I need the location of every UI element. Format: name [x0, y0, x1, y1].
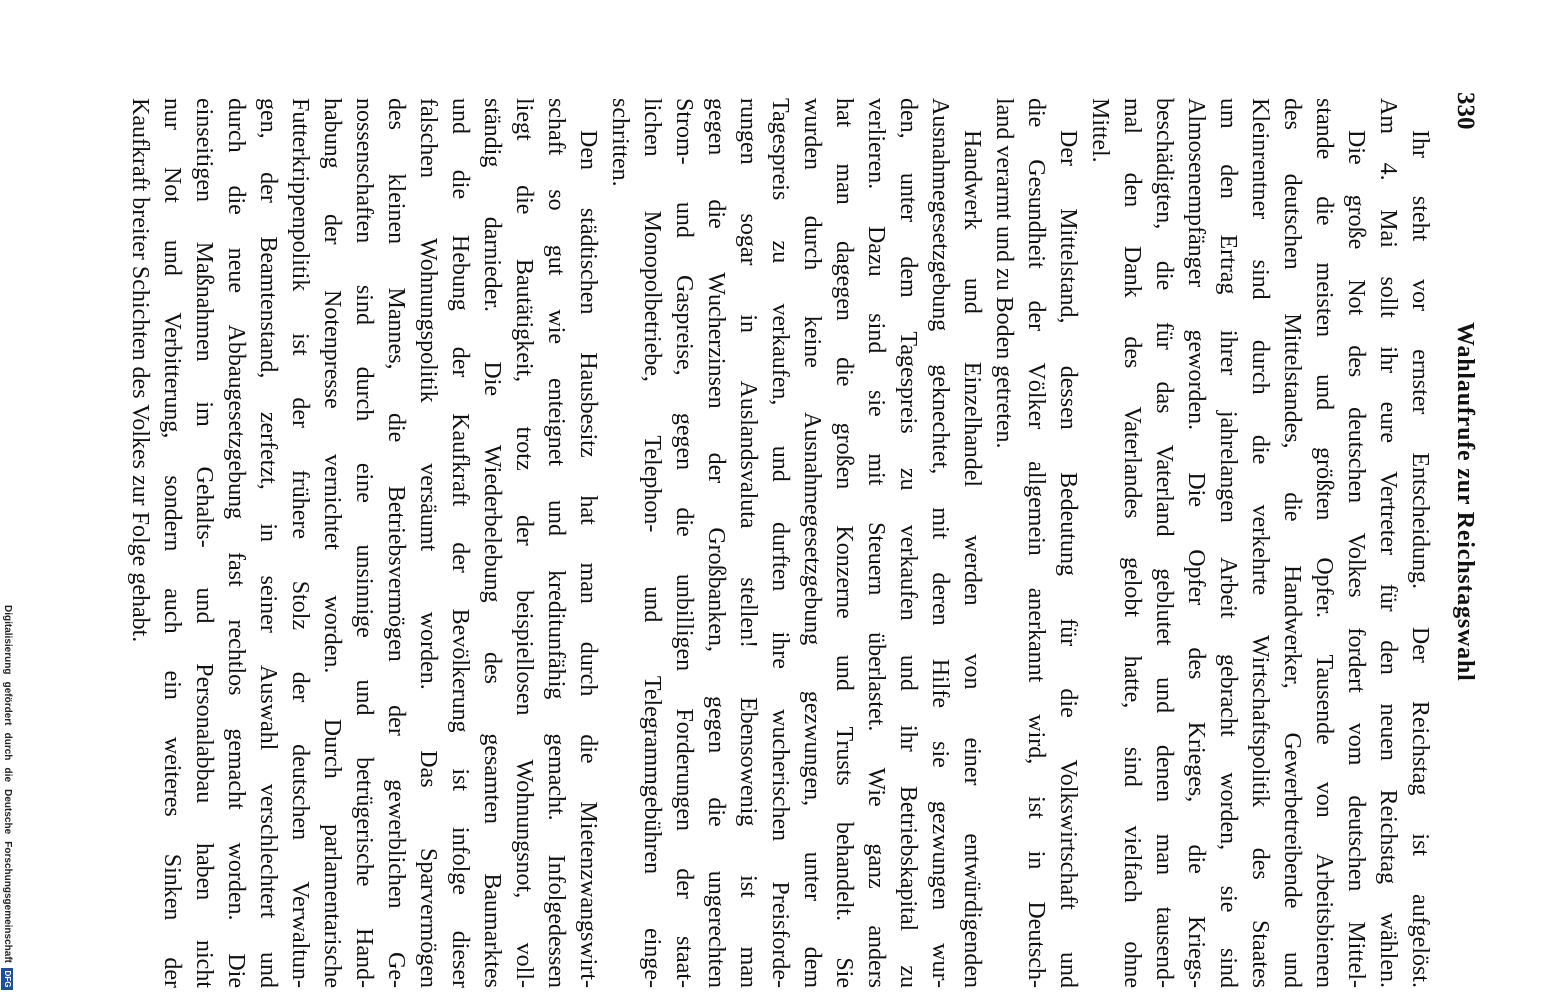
text-line: rungen sogar in Auslandsvaluta stellen! Ebensowenig ist man [735, 98, 761, 988]
paragraph [124, 98, 604, 988]
text-line: Am 4. Mai sollt ihr eure Vertreter für den neuen Reichstag wählen. [1375, 98, 1401, 988]
text-line: wurden durch keine Ausnahmegesetzgebung gezwungen, unter dem [799, 98, 825, 988]
text-line: um den Ertrag ihrer jahrelangen Arbeit gebracht worden, sie sind [1215, 98, 1241, 988]
text-line: Ausnahmegesetzgebung geknechtet, mit deren Hilfe sie gezwungen wur- [927, 98, 953, 988]
text-line: hat man dagegen die großen Konzerne und Trusts behandelt. Sie [831, 98, 857, 988]
text-line: Almosenempfänger geworden. Die Opfer des Krieges, die Kriegs- [1183, 98, 1209, 988]
text-line: Die große Not des deutschen Volkes fordert vom deutschen Mittel- [1343, 130, 1369, 988]
text-line: Handwerk und Einzelhandel werden von einer entwürdigenden [959, 130, 985, 988]
text-line: land verarmt und zu Boden getreten. [991, 98, 1017, 449]
dfg-logo: DFG [1, 968, 13, 990]
text-line: Mittel. [1087, 98, 1113, 163]
text-line: gen, der Beamtenstand, zerfetzt, in seiner Auswahl verschlechtert und [255, 98, 281, 988]
text-line: einseitigen Maßnahmen im Gehalts- und Personalabbau haben nicht [191, 98, 217, 988]
text-line: beschädigten, die für das Vaterland geblutet und denen man tausend- [1151, 98, 1177, 988]
text-line: Tagespreis zu verkaufen, und durften ihre wucherischen Preisforde- [767, 98, 793, 988]
text-line: verlieren. Dazu sind sie mit Steuern überlastet. Wie ganz anders [863, 98, 889, 988]
paragraph [1084, 98, 1372, 988]
text-line: durch die neue Abbaugesetzgebung fast rechtlos gemacht worden. Die [223, 98, 249, 988]
text-line: nur Not und Verbitterung, sondern auch ein weiteres Sinken der [159, 98, 185, 988]
text-line: des kleinen Mannes, die Betriebsvermögen der gewerblichen Ge- [383, 98, 409, 988]
text-line: Futterkrippenpolitik ist der frühere Stolz der deutschen Verwaltun- [287, 98, 313, 988]
text-line: Ihr steht vor ernster Entscheidung. Der Reichstag ist aufgelöst. [1407, 130, 1433, 988]
text-line: liegt die Bautätigkeit, trotz der beispiellosen Wohnungsnot, voll- [511, 98, 537, 988]
text-line: Kaufkraft breiter Schichten des Volkes zur Folge gehabt. [127, 98, 153, 643]
text-line: Der Mittelstand, dessen Bedeutung für die Volkswirtschaft und [1055, 130, 1081, 988]
text-line: den, unter dem Tagespreis zu verkaufen und ihr Betriebskapital zu [895, 98, 921, 988]
paragraph [604, 98, 988, 988]
text-line: mal den Dank des Vaterlandes gelobt hatte, sind vielfach ohne [1119, 98, 1145, 988]
text-line: schritten. [607, 98, 633, 187]
text-line: falschen Wohnungspolitik versäumt worden. Das Sparvermögen [415, 98, 441, 988]
text-line: lichen Monopolbetriebe, Telephon- und Telegrammgebühren einge- [639, 98, 665, 988]
text-line: des deutschen Mittelstandes, die Handwerker, Gewerbetreibende und [1279, 98, 1305, 988]
paragraph [988, 98, 1084, 988]
body-text [124, 98, 1436, 988]
text-line: ständig darnieder. Die Wiederbelebung des gesamten Baumarktes [479, 98, 505, 988]
text-line: stande die meisten und größten Opfer. Tausende von Arbeitsbienen [1311, 98, 1337, 988]
digitization-credit: Digitalisierung gefördert durch die Deutsche Forschungsgemeinschaft [2, 605, 13, 963]
page-number: 330 [1452, 92, 1479, 130]
paragraph [1372, 98, 1436, 988]
text-line: nossenschaften sind durch eine unsinnige und betrügerische Hand- [351, 98, 377, 988]
text-line: gegen die Wucherzinsen der Großbanken, gegen die ungerechten [703, 98, 729, 988]
text-line: schaft so gut wie enteignet und kreditunfähig gemacht. Infolgedessen [543, 98, 569, 988]
running-header: Wahlaufrufe zur Reichstagswahl [1452, 322, 1478, 682]
text-line: Den städtischen Hausbesitz hat man durch die Mietenzwangswirt- [575, 130, 601, 988]
text-line: Kleinrentner sind durch die verkehrte Wirtschaftspolitik des Staates [1247, 98, 1273, 988]
text-line: Strom- und Gaspreise, gegen die unbilligen Forderungen der staat- [671, 98, 697, 988]
text-line: die Gesundheit der Völker allgemein anerkannt wird, ist in Deutsch- [1023, 98, 1049, 988]
text-line: habung der Notenpresse vernichtet worden. Durch parlamentarische [319, 98, 345, 988]
text-line: und die Hebung der Kaufkraft der Bevölkerung ist infolge dieser [447, 98, 473, 988]
